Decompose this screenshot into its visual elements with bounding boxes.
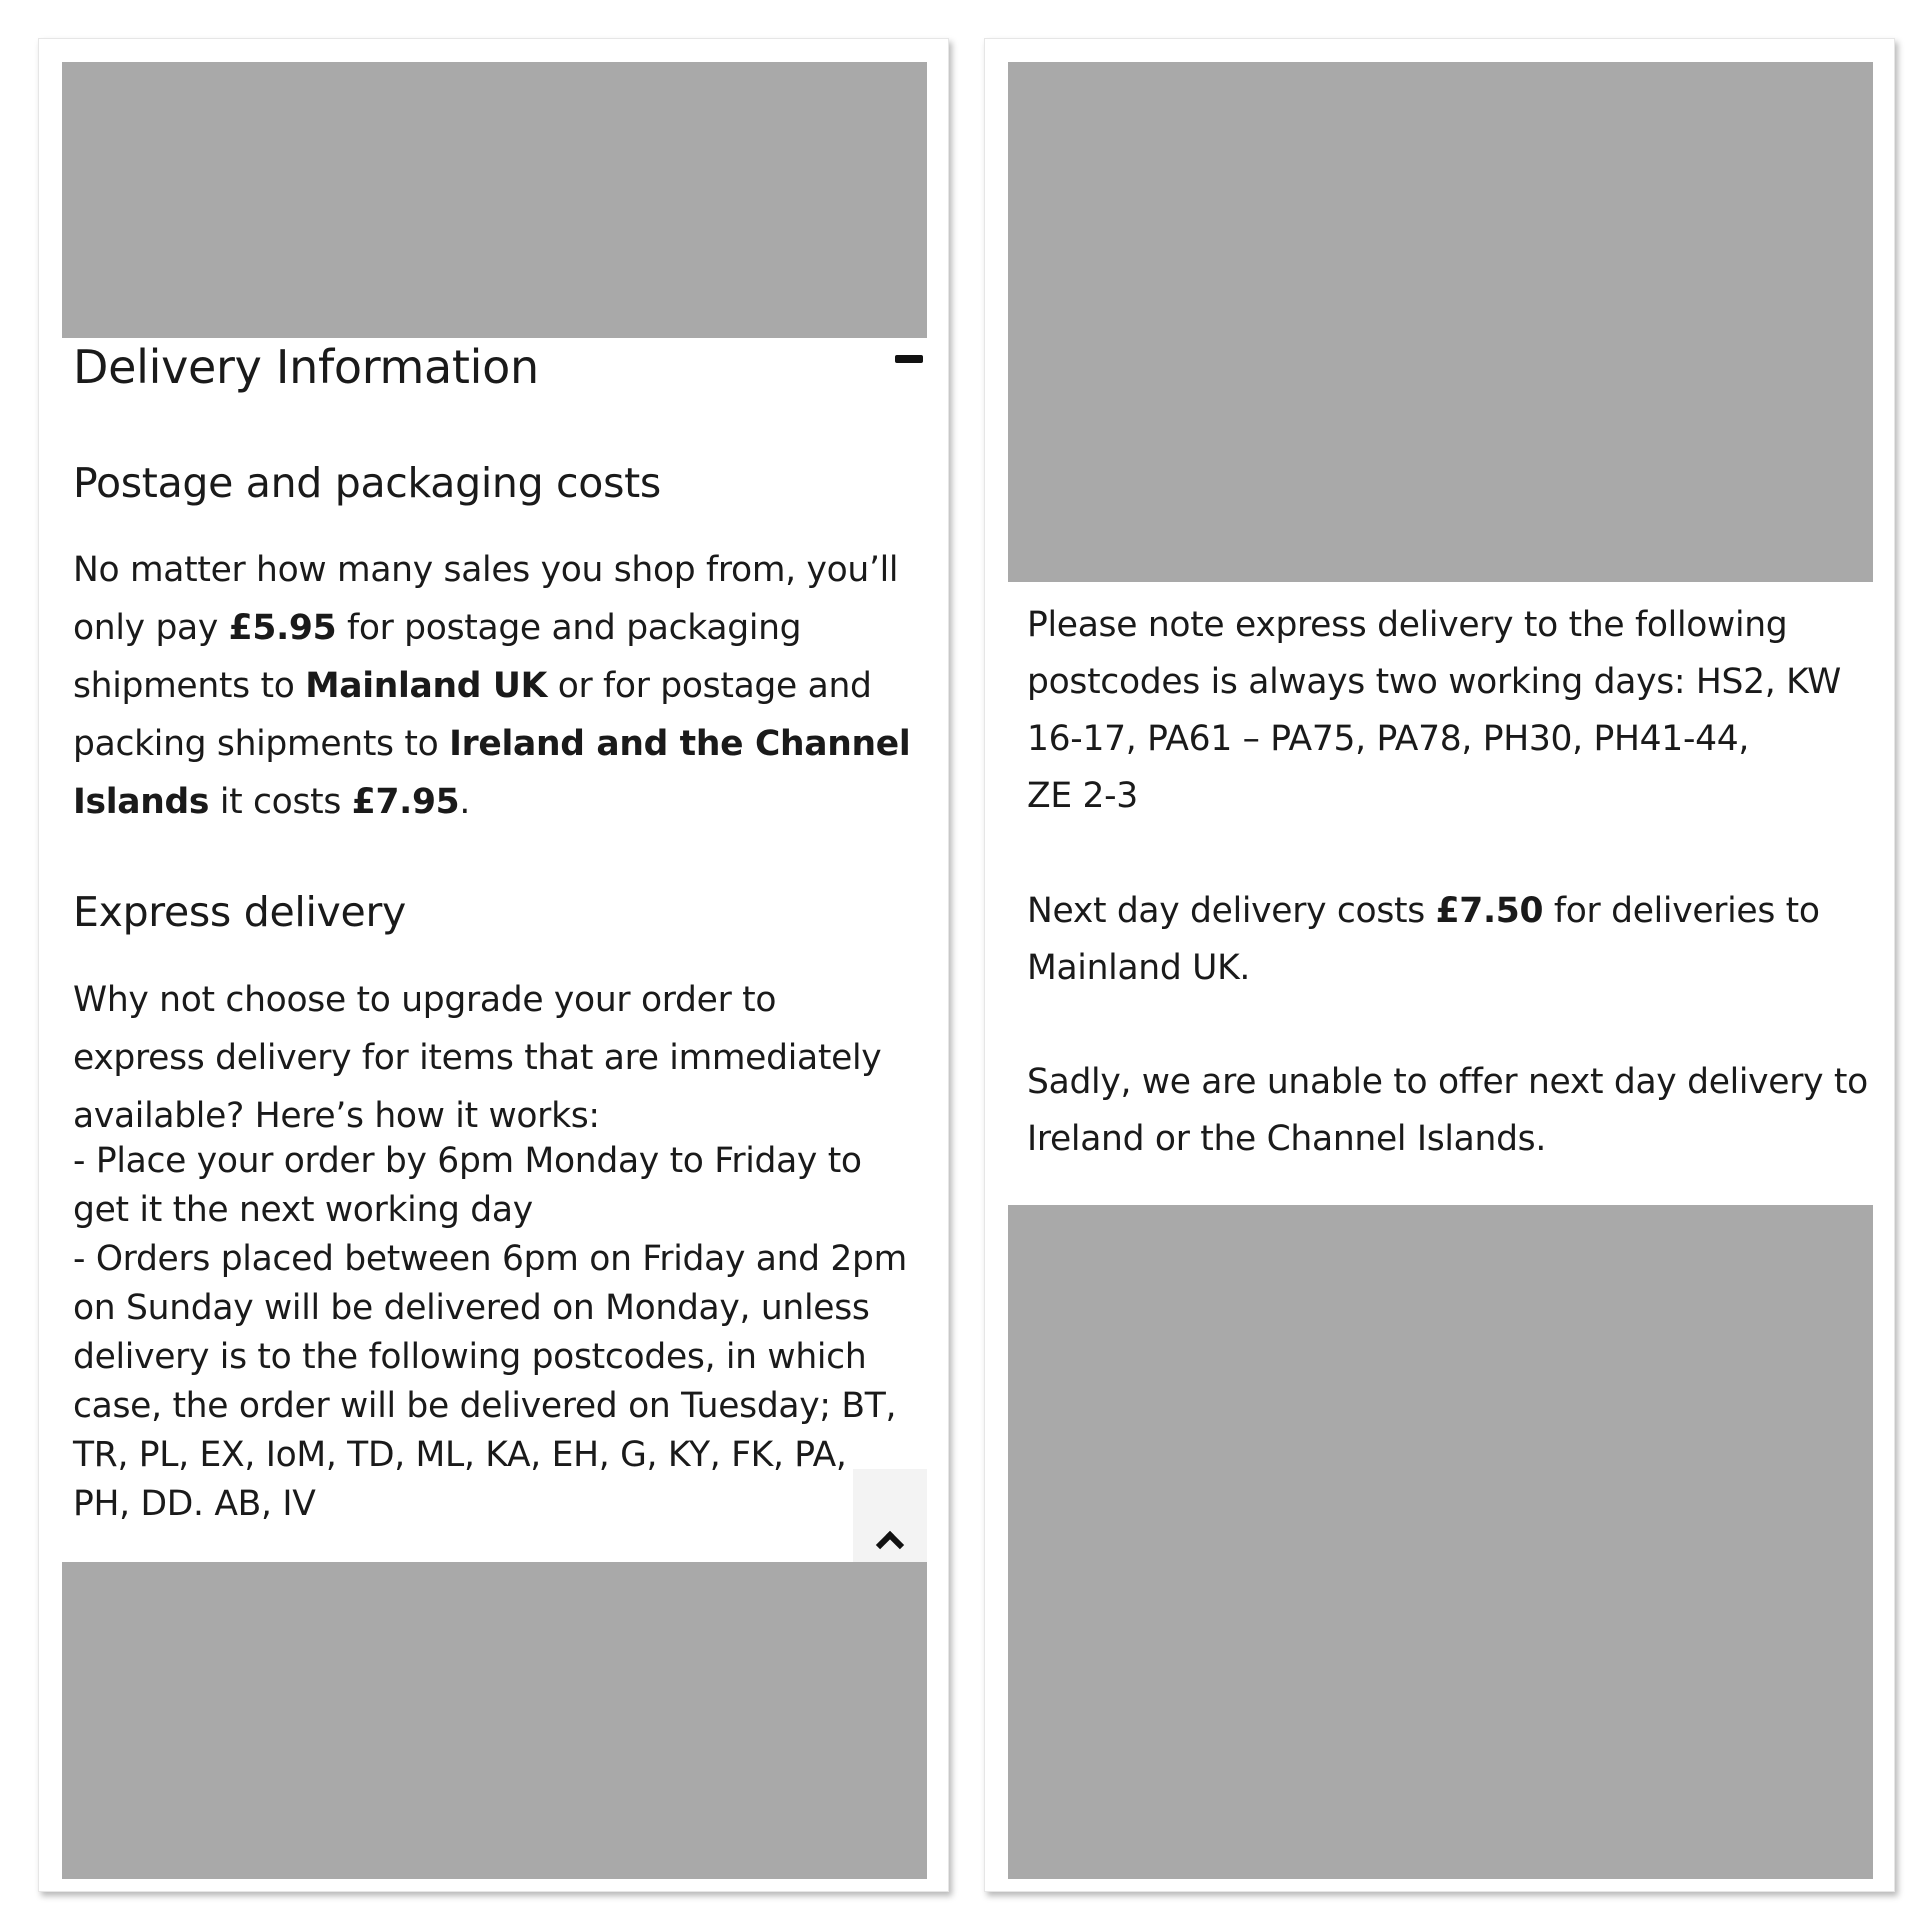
rule-line: - Place your order by 6pm Monday to Friday to [73, 1141, 862, 1181]
next-day-line [1027, 883, 1893, 940]
image-placeholder-bottom [1008, 1205, 1873, 1879]
page-title: Delivery Information [73, 340, 539, 394]
text: shipments to [73, 666, 306, 706]
sadly-line: Sadly, we are unable to offer next day delivery to [1027, 1062, 1868, 1102]
postage-line-5 [73, 773, 949, 831]
price-ireland: £7.95 [351, 782, 460, 822]
region-uk: Mainland UK [305, 666, 548, 706]
postage-line-3 [73, 657, 949, 715]
rule-line: - Orders placed between 6pm on Friday and 2pm [73, 1239, 907, 1279]
right-screenshot-panel [984, 38, 1895, 1892]
sadly-line: Ireland or the Channel Islands. [1027, 1119, 1547, 1159]
postage-line-1: No matter how many sales you shop from, you’ll [73, 550, 899, 590]
minus-icon[interactable] [895, 355, 923, 363]
image-placeholder-bottom [62, 1562, 927, 1879]
text: only pay [73, 608, 229, 648]
text: or for postage and [547, 666, 872, 706]
express-intro-line: Why not choose to upgrade your order to [73, 980, 777, 1020]
rule-line: TR, PL, EX, IoM, TD, ML, KA, EH, G, KY, FK, PA, [73, 1435, 847, 1475]
rule-line: on Sunday will be delivered on Monday, unless [73, 1288, 870, 1328]
region-ireland: Ireland and the Channel [449, 724, 911, 764]
express-intro-line: available? Here’s how it works: [73, 1096, 600, 1136]
scroll-to-top-button[interactable] [853, 1469, 927, 1565]
note-line: ZE 2-3 [1027, 776, 1138, 816]
note-line: 16-17, PA61 – PA75, PA78, PH30, PH41-44, [1027, 719, 1750, 759]
express-intro-line: express delivery for items that are immediately [73, 1038, 882, 1078]
express-postcodes-note [1027, 597, 1893, 825]
left-screenshot-panel [38, 38, 949, 1892]
image-placeholder-top [62, 62, 927, 338]
rule-line: get it the next working day [73, 1190, 533, 1230]
text: packing shipments to [73, 724, 450, 764]
postage-line-2 [73, 599, 949, 657]
text: Next day delivery costs [1027, 891, 1436, 931]
region-islands: Islands [73, 782, 210, 822]
chevron-up-icon [876, 1531, 904, 1559]
note-line: postcodes is always two working days: HS2, KW [1027, 662, 1841, 702]
next-day-cost [1027, 883, 1893, 997]
note-line: Please note express delivery to the following [1027, 605, 1788, 645]
next-day-unavailable [1027, 1054, 1893, 1168]
rule-line: PH, DD. AB, IV [73, 1484, 316, 1524]
next-day-price: £7.50 [1435, 891, 1544, 931]
express-heading: Express delivery [73, 888, 406, 936]
text: for postage and packaging [336, 608, 802, 648]
postage-line-4 [73, 715, 949, 773]
express-intro [73, 971, 949, 1145]
price-uk: £5.95 [228, 608, 337, 648]
next-day-line: Mainland UK. [1027, 948, 1251, 988]
postage-heading: Postage and packaging costs [73, 459, 661, 507]
text: for deliveries to [1543, 891, 1820, 931]
text: . [459, 782, 471, 822]
image-placeholder-top [1008, 62, 1873, 582]
postage-paragraph [73, 541, 949, 831]
express-rules [73, 1137, 949, 1529]
rule-line: case, the order will be delivered on Tuesday; BT, [73, 1386, 897, 1426]
rule-line: delivery is to the following postcodes, in which [73, 1337, 867, 1377]
text: it costs [209, 782, 352, 822]
